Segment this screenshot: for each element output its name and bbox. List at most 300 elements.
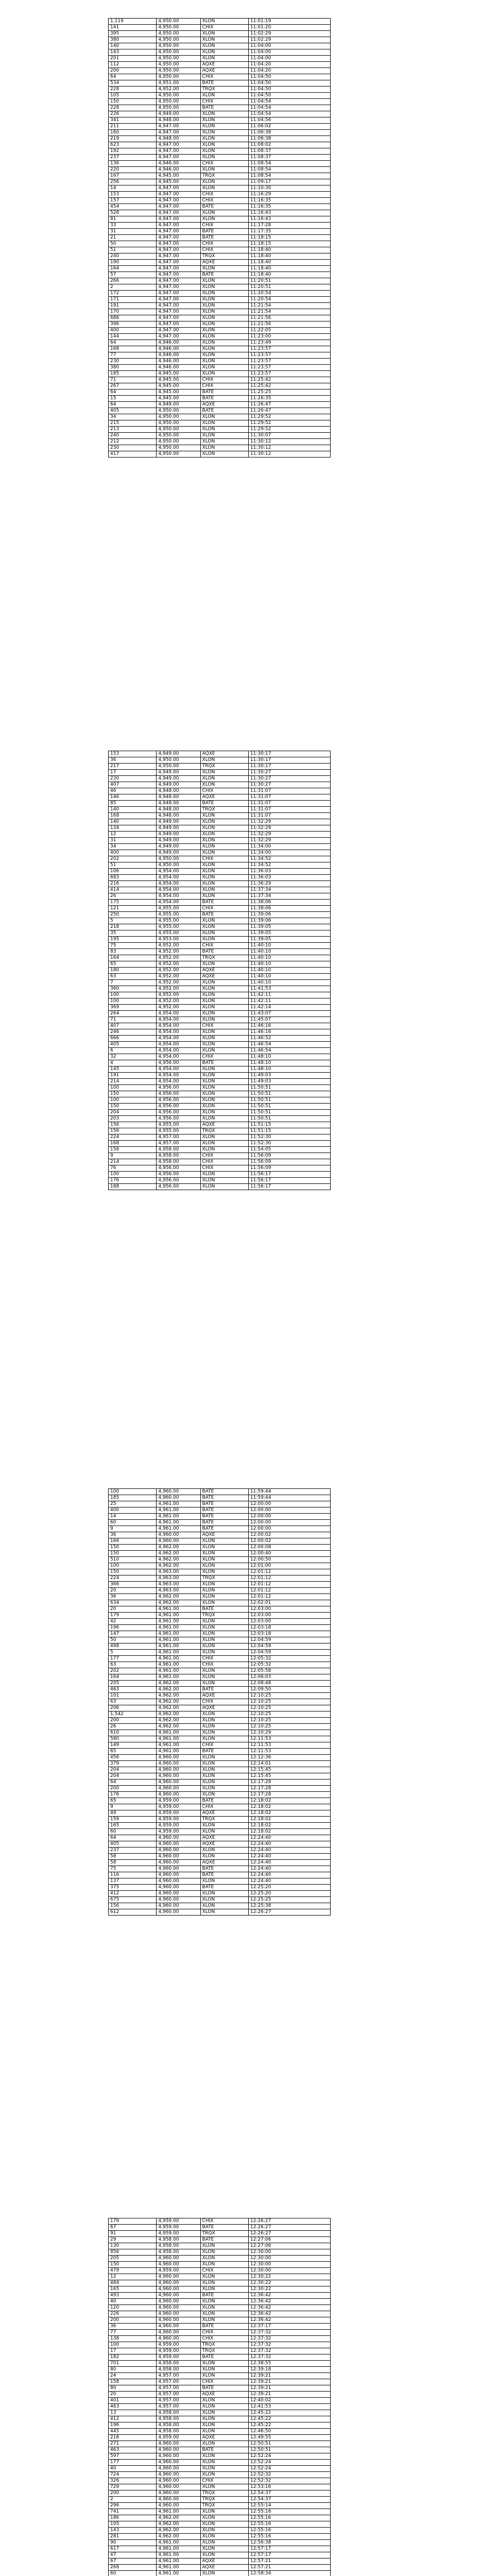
- trade-price: 4,949.00: [157, 111, 200, 117]
- trade-price: 4,960.00: [157, 1538, 200, 1545]
- trade-venue: XLON: [200, 1891, 248, 1897]
- trade-time: 11:32:29: [248, 832, 330, 838]
- trade-venue: XLON: [200, 2404, 248, 2410]
- trade-quantity: 366: [109, 1582, 157, 1588]
- trade-quantity: 463: [109, 2404, 157, 2410]
- trade-price: 4,959.00: [157, 1823, 200, 1829]
- table-row: [109, 1073, 331, 1079]
- trade-price: 4,947.00: [157, 334, 200, 340]
- table-row: [109, 1866, 331, 1872]
- table-row: [109, 2398, 331, 2404]
- table-row: [109, 1718, 331, 1724]
- trade-quantity: 157: [109, 198, 157, 204]
- trade-quantity: 50: [109, 241, 157, 247]
- trade-venue: XLON: [200, 2460, 248, 2466]
- trade-venue: BATE: [200, 1749, 248, 1755]
- trade-venue: CHIX: [200, 74, 248, 80]
- table-row: [109, 2478, 331, 2484]
- trade-quantity: 534: [109, 80, 157, 87]
- table-row: [109, 2503, 331, 2509]
- trade-time: 12:52:24: [248, 2466, 330, 2472]
- trade-time: 12:10:25: [248, 1705, 330, 1711]
- trade-time: 12:03:00: [248, 1613, 330, 1619]
- trade-price: 4,961.00: [157, 1668, 200, 1674]
- trade-quantity: 5: [109, 918, 157, 924]
- trade-price: 4,960.00: [157, 1903, 200, 1909]
- trade-price: 4,946.00: [157, 352, 200, 359]
- trade-price: 4,947.00: [157, 229, 200, 235]
- trade-time: 11:20:54: [248, 291, 330, 297]
- trade-price: 4,950.00: [157, 764, 200, 770]
- trade-venue: BATE: [200, 1495, 248, 1501]
- trade-quantity: 150: [109, 1545, 157, 1551]
- table-row: [109, 1023, 331, 1029]
- trade-venue: BATE: [200, 204, 248, 210]
- table-row: [109, 2490, 331, 2497]
- trade-quantity: 856: [109, 2249, 157, 2256]
- trade-quantity: 195: [109, 937, 157, 943]
- trade-quantity: 58: [109, 1854, 157, 1860]
- trade-price: 4,952.00: [157, 980, 200, 986]
- table-row: [109, 1110, 331, 1116]
- trade-quantity: 445: [109, 2429, 157, 2435]
- trade-price: 4,961.00: [157, 1662, 200, 1668]
- trade-price: 4,961.00: [157, 1501, 200, 1507]
- trade-price: 4,952.00: [157, 87, 200, 93]
- trade-venue: XLON: [200, 185, 248, 192]
- trade-price: 4,950.00: [157, 19, 200, 25]
- trade-venue: XLON: [200, 1029, 248, 1036]
- trade-quantity: 454: [109, 204, 157, 210]
- trade-price: 4,961.00: [157, 2509, 200, 2515]
- trade-venue: CHIX: [200, 1159, 248, 1165]
- trade-venue: BATE: [200, 1520, 248, 1526]
- table-row: [109, 136, 331, 142]
- trade-time: 11:42:14: [248, 1005, 330, 1011]
- trade-price: 4,959.00: [157, 2268, 200, 2274]
- trade-quantity: 580: [109, 1736, 157, 1742]
- trade-time: 12:05:32: [248, 1656, 330, 1662]
- trade-quantity: 528: [109, 210, 157, 216]
- table-row: [109, 2367, 331, 2373]
- table-row: [109, 105, 331, 111]
- trade-venue: XLON: [200, 838, 248, 844]
- trade-quantity: 224: [109, 1134, 157, 1141]
- trade-venue: XLON: [200, 1780, 248, 1786]
- trade-price: 4,954.00: [157, 875, 200, 881]
- trade-quantity: 226: [109, 111, 157, 117]
- trade-price: 4,946.00: [157, 167, 200, 173]
- trade-venue: AQXE: [200, 2392, 248, 2398]
- trade-time: 11:23:57: [248, 365, 330, 371]
- trade-price: 4,958.00: [157, 2416, 200, 2422]
- table-row: [109, 1767, 331, 1773]
- trade-time: 11:52:30: [248, 1134, 330, 1141]
- trade-venue: CHIX: [200, 1165, 248, 1172]
- trade-quantity: 100: [109, 992, 157, 998]
- trade-price: 4,960.00: [157, 2336, 200, 2342]
- trade-quantity: 191: [109, 1073, 157, 1079]
- trade-venue: BATE: [200, 396, 248, 402]
- trade-time: 11:18:40: [248, 247, 330, 253]
- trade-quantity: 112: [109, 62, 157, 68]
- table-row: [109, 328, 331, 334]
- trade-price: 4,960.00: [157, 2286, 200, 2293]
- trade-quantity: 202: [109, 856, 157, 862]
- trade-venue: XLON: [200, 986, 248, 992]
- table-row: [109, 1526, 331, 1532]
- table-row: [109, 1165, 331, 1172]
- trade-venue: XLON: [200, 321, 248, 328]
- trade-price: 4,958.00: [157, 1159, 200, 1165]
- table-row: [109, 1091, 331, 1097]
- trade-price: 4,960.00: [157, 2280, 200, 2286]
- trade-venue: BATE: [200, 1885, 248, 1891]
- trade-price: 4,960.00: [157, 1841, 200, 1848]
- trade-time: 11:40:10: [248, 980, 330, 986]
- trade-time: 11:25:25: [248, 389, 330, 396]
- table-row: [109, 1817, 331, 1823]
- trade-time: 12:50:51: [248, 2447, 330, 2453]
- trade-time: 11:45:07: [248, 1017, 330, 1023]
- trade-venue: XLON: [200, 1823, 248, 1829]
- trade-price: 4,961.00: [157, 1606, 200, 1613]
- trade-time: 12:26:27: [248, 2218, 330, 2225]
- trade-time: 12:30:00: [248, 2262, 330, 2268]
- trade-venue: BATE: [200, 2324, 248, 2330]
- trade-time: 11:40:10: [248, 955, 330, 961]
- trade-price: 4,954.00: [157, 1017, 200, 1023]
- trade-quantity: 143: [109, 2528, 157, 2534]
- table-row: [109, 998, 331, 1005]
- table-row: [109, 949, 331, 955]
- trade-time: 12:55:16: [248, 2528, 330, 2534]
- table-row: [109, 25, 331, 31]
- trade-time: 12:00:50: [248, 1557, 330, 1563]
- trade-venue: XLON: [200, 284, 248, 291]
- table-row: [109, 93, 331, 99]
- trade-price: 4,959.00: [157, 2435, 200, 2441]
- trade-price: 4,950.00: [157, 414, 200, 420]
- trade-venue: AQXE: [200, 1841, 248, 1848]
- table-row: [109, 389, 331, 396]
- trade-price: 4,945.00: [157, 377, 200, 383]
- table-row: [109, 862, 331, 869]
- trade-quantity: 217: [109, 764, 157, 770]
- trade-quantity: 21: [109, 235, 157, 241]
- trade-price: 4,962.00: [157, 1594, 200, 1600]
- trade-time: 11:29:52: [248, 427, 330, 433]
- trade-time: 12:18:02: [248, 1810, 330, 1817]
- trade-time: 11:17:35: [248, 229, 330, 235]
- table-row: [109, 1810, 331, 1817]
- table-row: [109, 1036, 331, 1042]
- trade-time: 11:43:07: [248, 1011, 330, 1017]
- table-row: [109, 377, 331, 383]
- trade-time: 11:26:35: [248, 396, 330, 402]
- trade-quantity: 9: [109, 1153, 157, 1159]
- trade-time: 11:04:54: [248, 105, 330, 111]
- table-row: [109, 216, 331, 223]
- trade-venue: XLON: [200, 278, 248, 284]
- trade-quantity: 1,542: [109, 1711, 157, 1718]
- trade-quantity: 64: [109, 74, 157, 80]
- trade-quantity: 412: [109, 1891, 157, 1897]
- table-row: [109, 235, 331, 241]
- trade-time: 11:04:20: [248, 62, 330, 68]
- trade-time: 11:30:07: [248, 433, 330, 439]
- trade-time: 11:37:34: [248, 893, 330, 900]
- trade-price: 4,954.00: [157, 887, 200, 893]
- trade-venue: XLON: [200, 142, 248, 148]
- trade-time: 12:37:32: [248, 2348, 330, 2354]
- trade-time: 12:00:02: [248, 1532, 330, 1538]
- trade-venue: BATE: [200, 1687, 248, 1693]
- trade-quantity: 31: [109, 229, 157, 235]
- trade-time: 12:36:42: [248, 2305, 330, 2311]
- table-row: [109, 2447, 331, 2453]
- table-row: [109, 334, 331, 340]
- trade-time: 11:20:54: [248, 297, 330, 303]
- trade-time: 12:39:21: [248, 2373, 330, 2379]
- trade-quantity: 256: [109, 179, 157, 185]
- trade-venue: XLON: [200, 2249, 248, 2256]
- trade-quantity: 405: [109, 1042, 157, 1048]
- trade-venue: XLON: [200, 155, 248, 161]
- table-row: [109, 272, 331, 278]
- trade-venue: CHIX: [200, 2379, 248, 2385]
- trade-venue: XLON: [200, 1563, 248, 1569]
- trade-quantity: 240: [109, 433, 157, 439]
- trade-price: 4,947.00: [157, 155, 200, 161]
- trade-time: 11:10:30: [248, 185, 330, 192]
- trade-price: 4,949.00: [157, 776, 200, 782]
- trade-time: 11:46:16: [248, 1023, 330, 1029]
- trade-price: 4,960.00: [157, 2262, 200, 2268]
- trade-price: 4,960.00: [157, 1792, 200, 1798]
- trade-venue: CHIX: [200, 223, 248, 229]
- trade-quantity: 168: [109, 1141, 157, 1147]
- trade-time: 12:26:27: [248, 2225, 330, 2231]
- table-row: [109, 80, 331, 87]
- trade-venue: BATE: [200, 1507, 248, 1514]
- trade-quantity: 172: [109, 291, 157, 297]
- trade-quantity: 164: [109, 1674, 157, 1681]
- trade-venue: XLON: [200, 1755, 248, 1761]
- trade-time: 12:25:20: [248, 1891, 330, 1897]
- table-row: [109, 1066, 331, 1073]
- trade-time: 12:10:25: [248, 1693, 330, 1699]
- trade-venue: XLON: [200, 2441, 248, 2447]
- trade-price: 4,954.00: [157, 881, 200, 887]
- trade-quantity: 58: [109, 1860, 157, 1866]
- trade-price: 4,960.00: [157, 2460, 200, 2466]
- trade-venue: XLON: [200, 1066, 248, 1073]
- trade-price: 4,949.00: [157, 838, 200, 844]
- trade-time: 11:18:15: [248, 241, 330, 247]
- table-row: [109, 2521, 331, 2528]
- trade-time: 11:21:56: [248, 321, 330, 328]
- trade-venue: CHIX: [200, 1023, 248, 1029]
- trade-quantity: 182: [109, 2354, 157, 2361]
- trade-venue: BATE: [200, 105, 248, 111]
- trade-time: 11:18:40: [248, 272, 330, 278]
- trade-venue: XLON: [200, 1792, 248, 1798]
- trade-price: 4,961.00: [157, 1520, 200, 1526]
- trade-quantity: 250: [109, 912, 157, 918]
- table-row: [109, 37, 331, 43]
- table-row: [109, 1705, 331, 1711]
- trade-venue: AQXE: [200, 1122, 248, 1128]
- table-row: [109, 961, 331, 968]
- trade-venue: XLON: [200, 1147, 248, 1153]
- table-row: [109, 930, 331, 937]
- trade-time: 11:04:50: [248, 87, 330, 93]
- trade-time: 12:45:22: [248, 2410, 330, 2416]
- table-row: [109, 2441, 331, 2447]
- table-row: [109, 1674, 331, 1681]
- table-row: [109, 1643, 331, 1650]
- trade-price: 4,947.00: [157, 297, 200, 303]
- trade-venue: XLON: [200, 43, 248, 49]
- trade-time: 11:04:54: [248, 111, 330, 117]
- table-row: [109, 148, 331, 155]
- trade-quantity: 341: [109, 117, 157, 124]
- trade-venue: CHIX: [200, 2268, 248, 2274]
- trade-quantity: 156: [109, 1903, 157, 1909]
- trade-quantity: 63: [109, 974, 157, 980]
- trade-quantity: 212: [109, 439, 157, 445]
- table-row: [109, 2268, 331, 2274]
- trade-venue: AQXE: [200, 62, 248, 68]
- trade-time: 11:16:29: [248, 192, 330, 198]
- trade-quantity: 175: [109, 900, 157, 906]
- trade-venue: XLON: [200, 2311, 248, 2317]
- trade-time: 12:39:18: [248, 2367, 330, 2373]
- table-row: [109, 1159, 331, 1165]
- trade-price: 4,954.00: [157, 1066, 200, 1073]
- trade-quantity: 100: [109, 1489, 157, 1495]
- table-row: [109, 1909, 331, 1916]
- trade-quantity: 1,119: [109, 19, 157, 25]
- trade-price: 4,961.00: [157, 1637, 200, 1643]
- trade-quantity: 81: [109, 216, 157, 223]
- trade-price: 4,947.00: [157, 241, 200, 247]
- trade-quantity: 180: [109, 968, 157, 974]
- trade-venue: XLON: [200, 1600, 248, 1606]
- trade-price: 4,945.00: [157, 179, 200, 185]
- trade-price: 4,947.00: [157, 198, 200, 204]
- trade-quantity: 202: [109, 1668, 157, 1674]
- trade-time: 12:37:17: [248, 2324, 330, 2330]
- trade-venue: AQXE: [200, 974, 248, 980]
- trade-quantity: 177: [109, 2460, 157, 2466]
- trade-price: 4,945.00: [157, 173, 200, 179]
- table-row: [109, 2305, 331, 2311]
- trade-time: 11:40:10: [248, 943, 330, 949]
- trade-time: 11:30:17: [248, 757, 330, 764]
- trade-time: 11:39:06: [248, 912, 330, 918]
- table-row: [109, 192, 331, 198]
- table-row: [109, 2416, 331, 2422]
- table-row: [109, 1761, 331, 1767]
- trade-price: 4,959.00: [157, 1798, 200, 1804]
- table-row: [109, 1798, 331, 1804]
- trade-price: 4,950.00: [157, 31, 200, 37]
- trade-quantity: 196: [109, 1625, 157, 1631]
- table-row: [109, 439, 331, 445]
- trade-price: 4,958.00: [157, 2410, 200, 2416]
- trade-time: 12:05:58: [248, 1668, 330, 1674]
- table-row: [109, 1681, 331, 1687]
- trade-venue: TRQX: [200, 1575, 248, 1582]
- trade-price: 4,961.00: [157, 2552, 200, 2558]
- table-row: [109, 161, 331, 167]
- trade-price: 4,962.00: [157, 1681, 200, 1687]
- trade-time: 11:29:52: [248, 420, 330, 427]
- trade-time: 12:05:32: [248, 1662, 330, 1668]
- trade-venue: TRQX: [200, 173, 248, 179]
- trade-venue: XLON: [200, 2546, 248, 2552]
- trade-time: 12:57:17: [248, 2552, 330, 2558]
- trade-venue: CHIX: [200, 198, 248, 204]
- trade-time: 12:11:53: [248, 1749, 330, 1755]
- trade-quantity: 192: [109, 148, 157, 155]
- trade-venue: AQXE: [200, 2435, 248, 2441]
- table-row: [109, 1841, 331, 1848]
- table-row: [109, 1668, 331, 1674]
- table-row: [109, 2435, 331, 2441]
- trade-venue: XLON: [200, 1773, 248, 1780]
- trade-price: 4,946.00: [157, 340, 200, 346]
- trade-time: 11:30:12: [248, 451, 330, 457]
- trade-quantity: 14: [109, 1514, 157, 1520]
- table-row: [109, 1878, 331, 1885]
- trade-quantity: 171: [109, 297, 157, 303]
- trade-price: 4,947.00: [157, 210, 200, 216]
- trade-quantity: 65: [109, 1749, 157, 1755]
- table-row: [109, 1184, 331, 1190]
- trade-quantity: 228: [109, 87, 157, 93]
- trade-price: 4,947.00: [157, 142, 200, 148]
- table-row: [109, 383, 331, 389]
- trade-time: 11:46:16: [248, 1029, 330, 1036]
- trade-price: 4,963.00: [157, 1575, 200, 1582]
- trade-price: 4,960.00: [157, 2311, 200, 2317]
- trade-quantity: 216: [109, 881, 157, 887]
- trade-time: 12:36:42: [248, 2311, 330, 2317]
- trade-price: 4,961.00: [157, 1507, 200, 1514]
- trade-price: 4,960.00: [157, 1909, 200, 1916]
- trade-venue: XLON: [200, 328, 248, 334]
- trade-quantity: 240: [109, 253, 157, 260]
- trade-quantity: 266: [109, 278, 157, 284]
- trade-price: 4,957.00: [157, 2385, 200, 2392]
- trade-venue: BATE: [200, 2293, 248, 2299]
- trade-quantity: 140: [109, 819, 157, 825]
- trade-price: 4,958.00: [157, 2422, 200, 2429]
- trade-price: 4,961.00: [157, 2571, 200, 2576]
- trade-price: 4,958.00: [157, 1153, 200, 1159]
- table-row: [109, 1532, 331, 1538]
- trade-time: 11:30:12: [248, 439, 330, 445]
- table-row: [109, 427, 331, 433]
- trade-time: 11:34:00: [248, 844, 330, 850]
- trade-price: 4,947.00: [157, 266, 200, 272]
- trade-venue: TRQX: [200, 2231, 248, 2237]
- trade-venue: AQXE: [200, 2558, 248, 2565]
- trade-time: 11:17:28: [248, 223, 330, 229]
